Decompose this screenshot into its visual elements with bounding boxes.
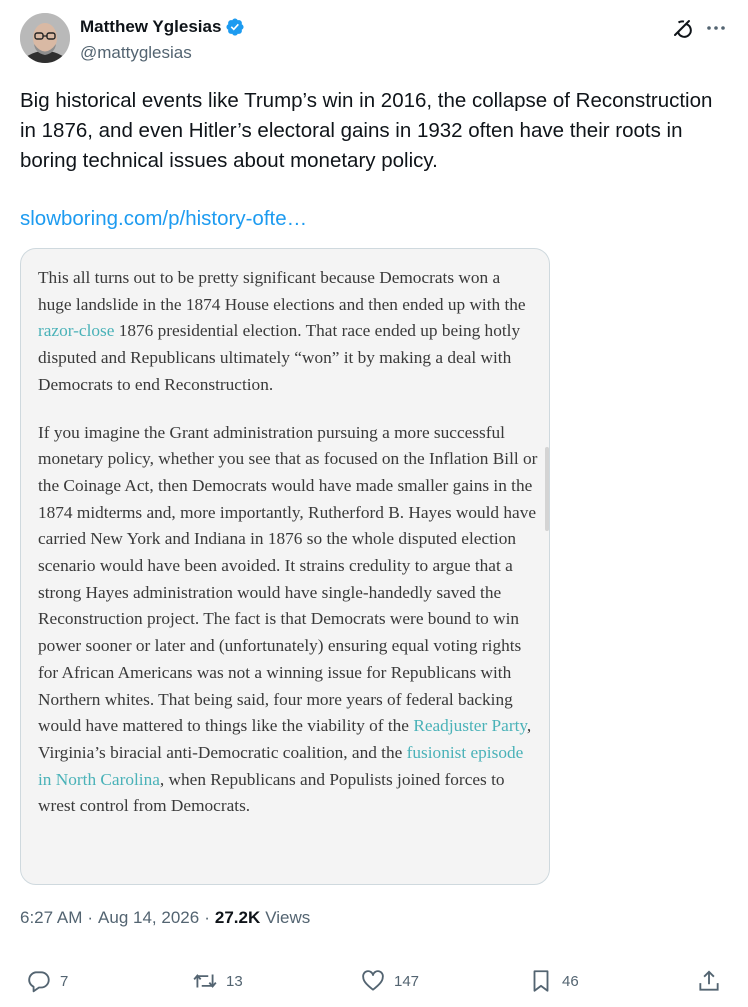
excerpt-text [38, 265, 538, 841]
tweet-meta [20, 908, 310, 928]
excerpt-text-segment: , when Republicans and Populists joined forces to wrest control from Democrats. [38, 769, 505, 816]
grok-icon[interactable] [670, 16, 694, 40]
article-link[interactable]: slowboring.com/p/history-ofte… [20, 207, 308, 230]
excerpt-paragraph-2 [38, 420, 538, 821]
bookmark-icon [528, 968, 554, 994]
excerpt-text-segment: 1876 presidential election. That race ended up being hotly disputed and Republicans ultimately “won” it by making a deal with Democrats to end Reconstruction. [38, 321, 521, 394]
tweet-time[interactable]: 6:27 AM [20, 908, 83, 927]
verified-badge-icon [225, 17, 245, 37]
excerpt-scrollbar [545, 447, 549, 531]
razor-close-link: razor-close [38, 321, 115, 341]
bookmark-button[interactable] [528, 968, 579, 994]
views-count: 27.2K [214, 908, 261, 927]
repost-button[interactable] [192, 968, 243, 994]
tweet-date[interactable]: Aug 14, 2026 [98, 908, 200, 927]
more-icon[interactable] [704, 16, 728, 40]
excerpt-text-segment: , Virginia’s biracial anti-Democratic coalition, and the [38, 716, 532, 762]
author-handle[interactable]: @mattyglesias [80, 43, 192, 62]
repost-icon [192, 968, 218, 994]
like-count: 147 [394, 972, 420, 990]
bookmark-count: 46 [562, 972, 579, 990]
readjuster-party-link: Readjuster Party [413, 716, 527, 736]
author-name-row[interactable] [80, 17, 245, 37]
excerpt-text-segment: This all turns out to be pretty significant because Democrats won a huge landslide in the 1874 House elections and then ended up with the [38, 268, 526, 314]
views-label: Views [265, 908, 311, 927]
fusionist-episode-link: fusionist episode in North Carolina [38, 742, 524, 789]
reply-button[interactable] [26, 968, 68, 994]
reply-count: 7 [60, 972, 69, 990]
avatar-image [20, 13, 70, 63]
reply-icon [26, 968, 52, 994]
tweet-text: Big historical events like Trump’s win in 2016, the collapse of Reconstruction in 1876, and even Hitler’s electoral gains in 1932 often have their roots in boring technical issues about monetary policy. [20, 89, 713, 172]
meta-separator: · [204, 908, 210, 927]
avatar[interactable] [20, 13, 70, 63]
meta-separator: · [87, 908, 94, 927]
action-bar [0, 960, 748, 1007]
share-icon [696, 968, 722, 994]
author-name[interactable]: Matthew Yglesias [80, 17, 222, 36]
repost-count: 13 [226, 972, 243, 990]
excerpt-text-segment: If you imagine the Grant administration pursuing a more successful monetary policy, whether you see that as focused on the Inflation Bill or the Coinage Act, then Democrats would have made smaller gains in the 1874 midterms and, more importantly, Rutherford B. Hayes would have carried New York and Indiana in 1876 so the whole disputed election scenario would have been avoided. It strains credulity to argue that a strong Hayes administration would have single-handedly saved the Reconstruction project. The fact is that Democrats were bound to win power sooner or later and (unfortunately) ensuring equal voting rights for African Americans was not a winning issue for Republicans with Northern whites. That being said, four more years of federal backing would have mattered to things like the viability of the [38, 422, 538, 736]
like-button[interactable] [360, 968, 419, 994]
excerpt-paragraph-1 [38, 265, 538, 399]
share-button[interactable] [696, 968, 722, 994]
article-excerpt-image[interactable] [20, 248, 550, 885]
like-icon [360, 968, 386, 994]
